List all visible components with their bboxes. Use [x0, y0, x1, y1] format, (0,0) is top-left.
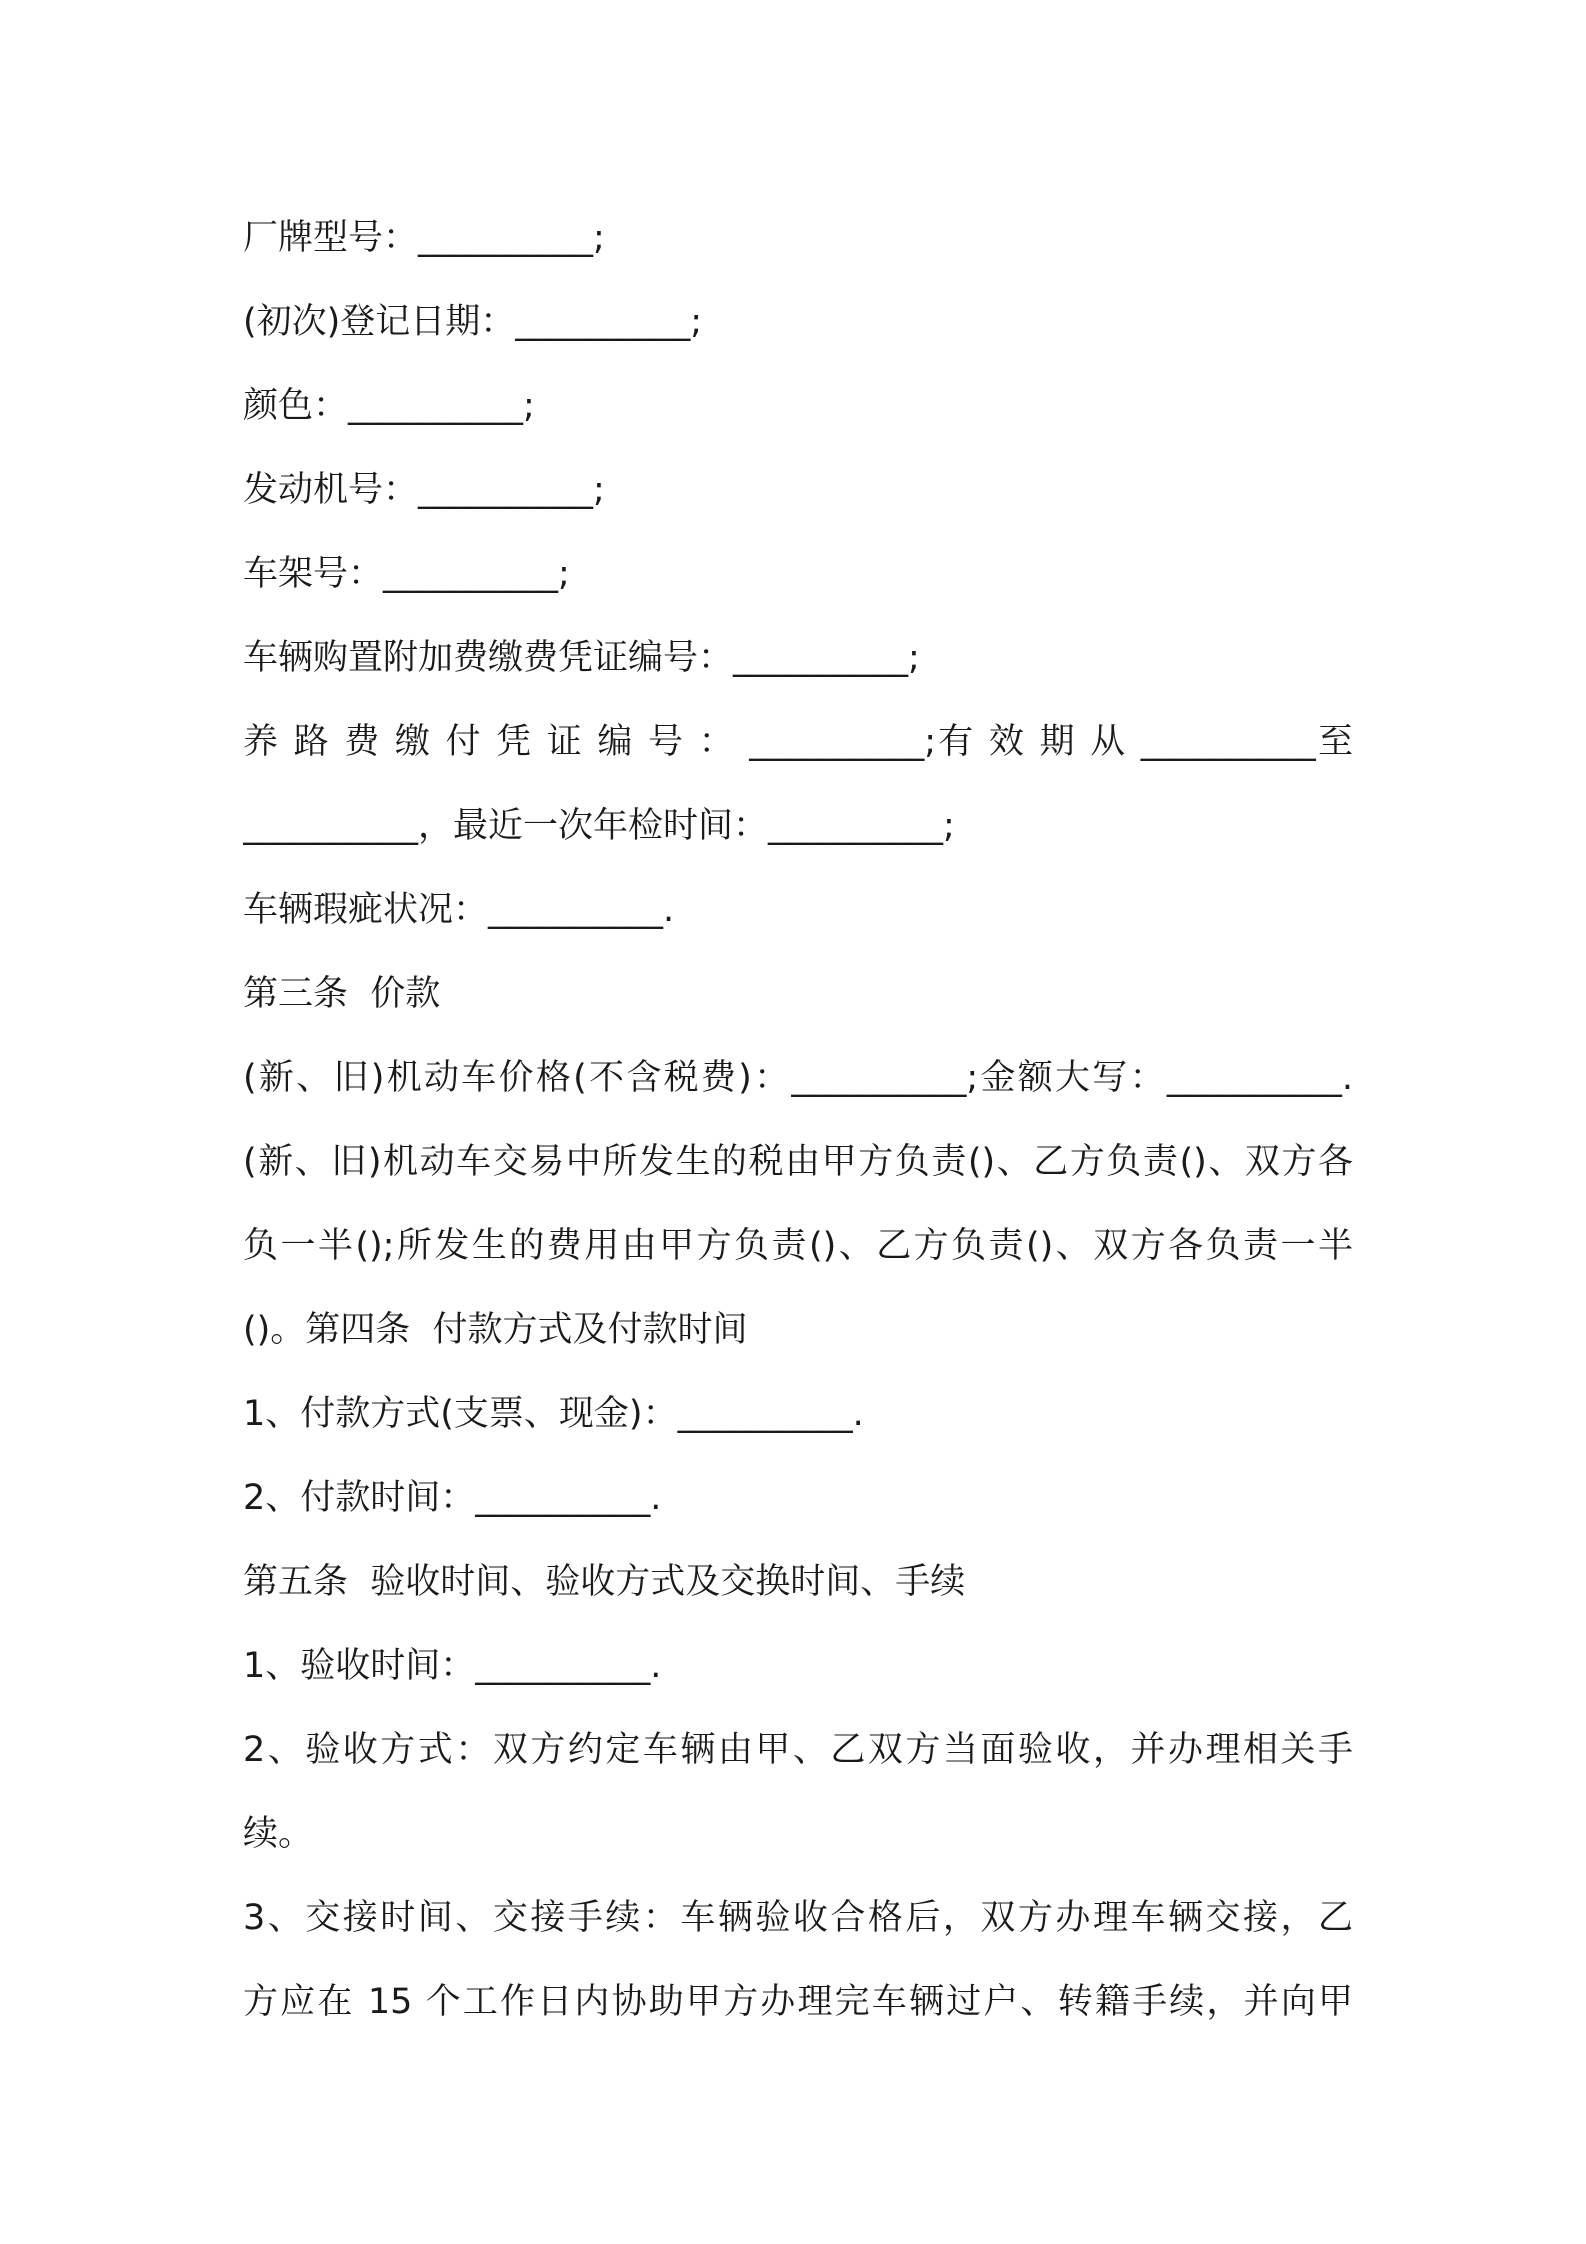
- paragraph-tax-line-1: (新、旧)机动车交易中所发生的税由甲方负责()、乙方负责()、双方各: [243, 1142, 1353, 1182]
- field-engine-number: 发动机号：__________;: [243, 470, 605, 510]
- field-color: 颜色：__________;: [243, 386, 535, 426]
- field-payment-method: 1、付款方式(支票、现金)：__________.: [243, 1394, 864, 1434]
- field-inspection-time: __________，最近一次年检时间：__________;: [243, 806, 955, 846]
- paragraph-tax-line-2: 负一半();所发生的费用由甲方负责()、乙方负责()、双方各负责一半: [243, 1226, 1353, 1266]
- field-road-fee-voucher: 养 路 费 缴 付 凭 证 编 号 ： __________;有 效 期 从 __________至: [243, 722, 1353, 762]
- paragraph-handover-line-2: 方应在 15 个工作日内协助甲方办理完车辆过户、转籍手续，并向甲: [243, 1982, 1353, 2022]
- field-registration-date: (初次)登记日期：__________;: [243, 302, 703, 342]
- paragraph-tax-line-3: ()。第四条 付款方式及付款时间: [243, 1310, 748, 1350]
- document-body: [243, 196, 1353, 2044]
- field-purchase-fee-voucher: 车辆购置附加费缴费凭证编号：__________;: [243, 638, 920, 678]
- section-heading-price: 第三条 价款: [243, 974, 441, 1014]
- field-frame-number: 车架号：__________;: [243, 554, 570, 594]
- paragraph-acceptance-method-line-1: 2、验收方式：双方约定车辆由甲、乙双方当面验收，并办理相关手: [243, 1730, 1353, 1770]
- field-acceptance-time: 1、验收时间：__________.: [243, 1646, 662, 1686]
- field-defect-status: 车辆瑕疵状况：__________.: [243, 890, 675, 930]
- paragraph-handover-line-1: 3、交接时间、交接手续：车辆验收合格后，双方办理车辆交接，乙: [243, 1898, 1353, 1938]
- paragraph-acceptance-method-line-2: 续。: [243, 1814, 314, 1854]
- section-heading-acceptance: 第五条 验收时间、验收方式及交换时间、手续: [243, 1562, 966, 1602]
- field-brand-model: 厂牌型号：__________;: [243, 218, 605, 258]
- field-vehicle-price: (新、旧)机动车价格(不含税费)：__________;金额大写：__________.: [243, 1058, 1353, 1098]
- field-payment-time: 2、付款时间：__________.: [243, 1478, 662, 1518]
